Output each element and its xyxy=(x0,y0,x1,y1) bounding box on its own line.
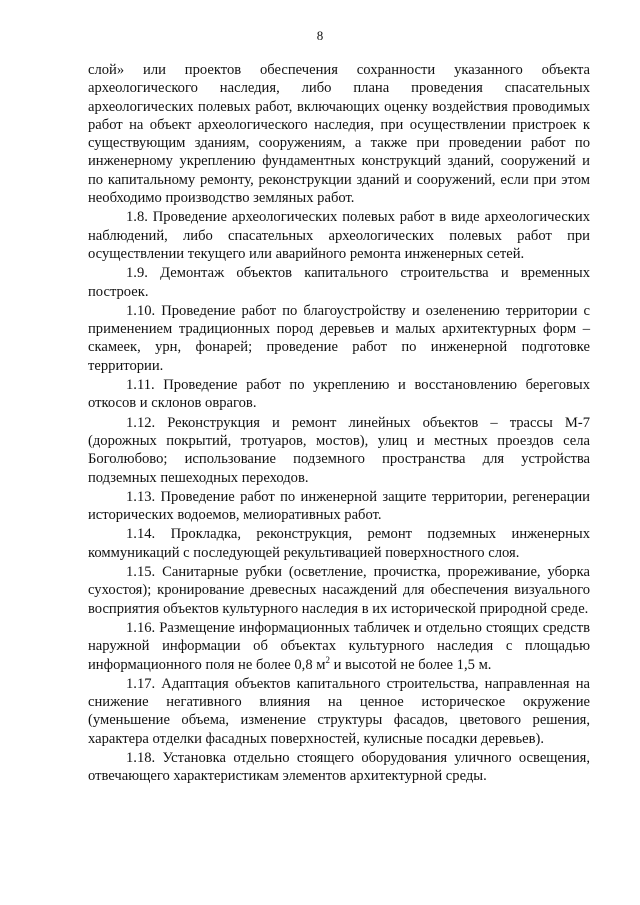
superscript-square: 2 xyxy=(325,654,330,665)
paragraph-item-1-10: 1.10. Проведение работ по благоустройству и озеленению территории с применением традиционных пород деревьев и малых архитектурных форм – скамеек, урн, фонарей; проведение работ по инженерной подготовке территории. xyxy=(88,302,590,374)
paragraph-item-1-17: 1.17. Адаптация объектов капитального строительства, направленная на снижение негативного влияния на ценное историческое окружение (уменьшение объема, изменение структуры фасадов, цветового решения, характера отделки фасадных поверхностей, кулисные посадки деревьев). xyxy=(88,675,590,747)
paragraph-continuation: слой» или проектов обеспечения сохранности указанного объекта археологического наследия, либо плана проведения спасательных археологических полевых работ, включающих оценку воздействия проводимых работ на объект археологического наследия, при осуществлении пристроек к существующим зданиям, сооружениям, а также при проведении работ по инженерному укреплению фундаментных конструкций зданий, сооружений и по капитальному ремонту, реконструкции зданий и сооружений, если при этом необходимо производство земляных работ. xyxy=(88,62,590,207)
paragraph-item-1-12: 1.12. Реконструкция и ремонт линейных объектов – трассы М-7 (дорожных покрытий, тротуаров, мостов), улиц и местных проездов села Боголюбово; использование подземного пространства для устройства подземных пешеходных переходов. xyxy=(88,414,590,486)
paragraph-item-1-8: 1.8. Проведение археологических полевых работ в виде археологических наблюдений, либо спасательных археологических полевых работ при осуществлении текущего или аварийного ремонта инженерных сетей. xyxy=(88,209,590,262)
paragraph-item-1-14: 1.14. Прокладка, реконструкция, ремонт подземных инженерных коммуникаций с последующей рекультивацией поверхностного слоя. xyxy=(88,526,590,561)
paragraph-item-1-13: 1.13. Проведение работ по инженерной защите территории, регенерации исторических водоемов, мелиоративных работ. xyxy=(88,488,590,524)
paragraph-item-1-9: 1.9. Демонтаж объектов капитального строительства и временных построек. xyxy=(88,265,590,300)
paragraph-item-1-11: 1.11. Проведение работ по укреплению и восстановлению береговых откосов и склонов оврагов. xyxy=(88,377,590,412)
paragraph-item-1-16-text-after: и высотой не более 1,5 м. xyxy=(330,656,492,673)
paragraph-item-1-16 xyxy=(88,619,590,674)
paragraph-item-1-16-text-before: 1.16. Размещение информационных табличек и отдельно стоящих средств наружной информации об объектах культурного наследия с площадью информационного поля не более 0,8 м xyxy=(88,619,590,673)
paragraph-item-1-18: 1.18. Установка отдельно стоящего оборудования уличного освещения, отвечающего характеристикам элементов архитектурной среды. xyxy=(88,749,590,785)
paragraph-item-1-15: 1.15. Санитарные рубки (осветление, прочистка, прореживание, уборка сухостоя); кронирование древесных насаждений для обеспечения визуального восприятия объектов культурного наследия в их исторической природной среде. xyxy=(88,564,590,617)
page-number: 8 xyxy=(316,28,324,43)
document-body xyxy=(88,61,590,786)
